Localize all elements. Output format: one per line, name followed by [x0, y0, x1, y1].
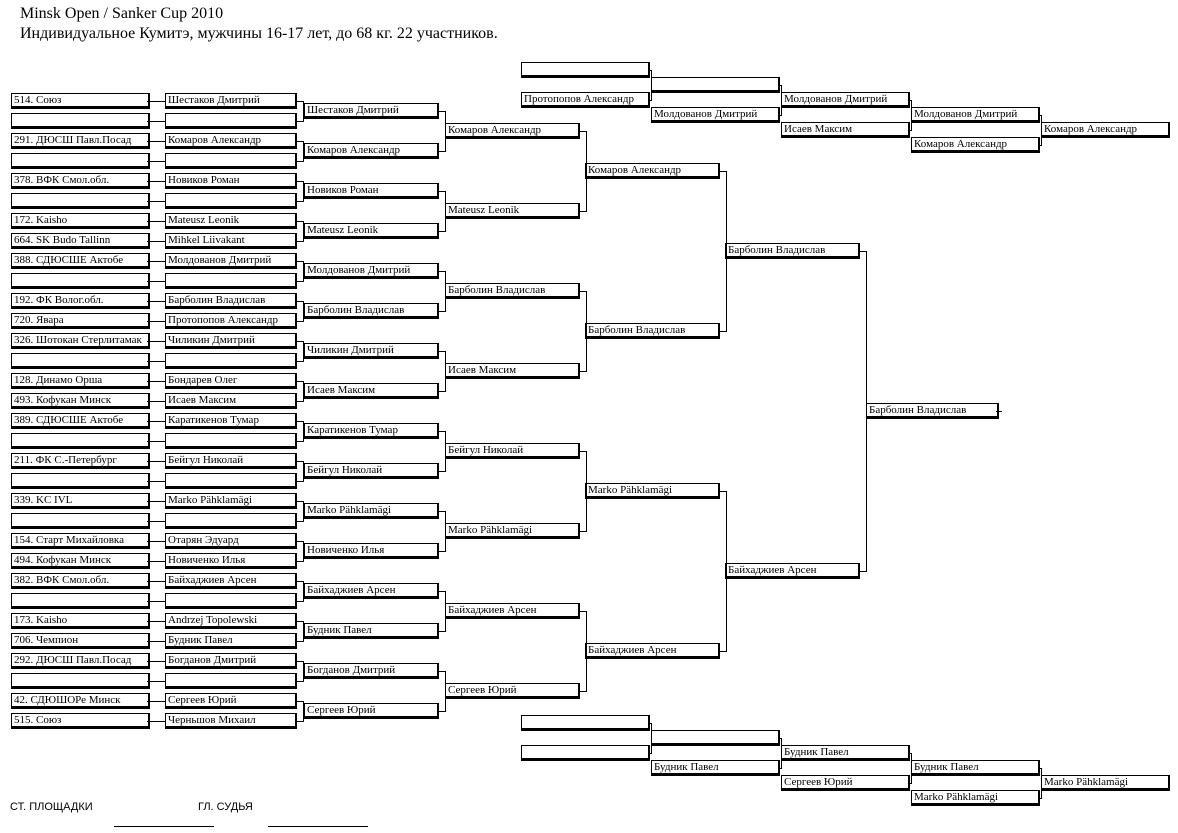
- site-chief-signature-line: [114, 826, 214, 827]
- round1-entry[interactable]: Mateusz Leonik: [304, 223, 439, 239]
- club-entry[interactable]: 378. ВФК Смол.обл.: [11, 173, 150, 189]
- club-connector-line: [147, 621, 165, 622]
- competitor-entry[interactable]: Протопопов Александр: [165, 313, 297, 329]
- club-entry[interactable]: [11, 433, 150, 449]
- club-connector-line: [147, 661, 165, 662]
- round1-entry[interactable]: Комаров Александр: [304, 143, 439, 159]
- round1-entry[interactable]: Богданов Дмитрий: [304, 663, 439, 679]
- round3-entry[interactable]: Барболин Владислав: [585, 323, 720, 339]
- competitor-entry[interactable]: Каратикенов Тумар: [165, 413, 297, 429]
- club-connector-line: [147, 121, 165, 122]
- round2-entry[interactable]: Байхаджиев Арсен: [445, 603, 580, 619]
- repechage-r2-entry[interactable]: [651, 77, 780, 93]
- page-title: Minsk Open / Sanker Cup 2010: [20, 5, 224, 22]
- club-connector-line: [147, 101, 165, 102]
- club-connector-line: [147, 321, 165, 322]
- competitor-entry[interactable]: Барболин Владислав: [165, 293, 297, 309]
- round1-entry[interactable]: Будник Павел: [304, 623, 439, 639]
- competitor-entry[interactable]: [165, 473, 297, 489]
- repechage-r4-entry[interactable]: Комаров Александр: [911, 137, 1040, 153]
- champion-entry[interactable]: Барболин Владислав: [866, 403, 999, 419]
- round1-entry[interactable]: Байхаджиев Арсен: [304, 583, 439, 599]
- repechage-connector: [781, 738, 782, 769]
- round4-entry[interactable]: Байхаджиев Арсен: [725, 563, 860, 579]
- competitor-entry[interactable]: [165, 673, 297, 689]
- repechage-connector: [911, 100, 912, 131]
- club-entry[interactable]: 664. SK Budo Tallinn: [11, 233, 150, 249]
- repechage-connector: [651, 723, 652, 754]
- club-connector-line: [147, 481, 165, 482]
- repechage-connector: [1041, 768, 1042, 799]
- club-entry[interactable]: [11, 473, 150, 489]
- club-connector-line: [147, 541, 165, 542]
- competitor-entry[interactable]: [165, 273, 297, 289]
- club-entry[interactable]: 388. СДЮСШЕ Актобе: [11, 253, 150, 269]
- repechage-r2-entry[interactable]: [651, 730, 780, 746]
- club-entry[interactable]: 493. Кофукан Минск: [11, 393, 150, 409]
- repechage-winner-entry[interactable]: Marko Pähklamägi: [1041, 775, 1170, 791]
- club-connector-line: [147, 181, 165, 182]
- repechage-r1-entry[interactable]: Протопопов Александр: [521, 92, 650, 108]
- competitor-entry[interactable]: [165, 433, 297, 449]
- competitor-entry[interactable]: Чиликин Дмитрий: [165, 333, 297, 349]
- round3-entry[interactable]: Marko Pähklamägi: [585, 483, 720, 499]
- competitor-entry[interactable]: [165, 153, 297, 169]
- round1-entry[interactable]: Новиков Роман: [304, 183, 439, 199]
- club-entry[interactable]: [11, 513, 150, 529]
- round2-entry[interactable]: Исаев Максим: [445, 363, 580, 379]
- club-connector-line: [147, 501, 165, 502]
- round2-entry[interactable]: Барболин Владислав: [445, 283, 580, 299]
- competitor-entry[interactable]: Байхаджиев Арсен: [165, 573, 297, 589]
- club-connector-line: [147, 401, 165, 402]
- competitor-entry[interactable]: [165, 193, 297, 209]
- repechage-connector: [651, 70, 652, 101]
- competitor-entry[interactable]: Шестаков Дмитрий: [165, 93, 297, 109]
- chief-judge-signature-line: [268, 826, 368, 827]
- competitor-entry[interactable]: Комаров Александр: [165, 133, 297, 149]
- club-entry[interactable]: 326. Шотокан Стерлитамак: [11, 333, 150, 349]
- round2-entry[interactable]: Mateusz Leonik: [445, 203, 580, 219]
- club-entry[interactable]: 128. Динамо Орша: [11, 373, 150, 389]
- repechage-r1-entry[interactable]: [521, 62, 650, 78]
- repechage-r4-entry[interactable]: Будник Павел: [911, 760, 1040, 776]
- repechage-r2-entry[interactable]: Молдованов Дмитрий: [651, 107, 780, 123]
- club-entry[interactable]: 42. СДЮШОРе Минск: [11, 693, 150, 709]
- club-entry[interactable]: 292. ДЮСШ Павл.Посад: [11, 653, 150, 669]
- competitor-entry[interactable]: Marko Pähklamägi: [165, 493, 297, 509]
- repechage-r3-entry[interactable]: Сергеев Юрий: [781, 775, 910, 791]
- club-connector-line: [147, 701, 165, 702]
- club-connector-line: [147, 681, 165, 682]
- round2-entry[interactable]: Комаров Александр: [445, 123, 580, 139]
- club-entry[interactable]: [11, 593, 150, 609]
- club-entry[interactable]: 339. KC IVL: [11, 493, 150, 509]
- club-entry[interactable]: [11, 113, 150, 129]
- competitor-entry[interactable]: Andrzej Topolewski: [165, 613, 297, 629]
- club-connector-line: [147, 441, 165, 442]
- competitor-entry[interactable]: [165, 513, 297, 529]
- competitor-entry[interactable]: Новиченко Илья: [165, 553, 297, 569]
- club-entry[interactable]: 173. Kaisho: [11, 613, 150, 629]
- competitor-entry[interactable]: [165, 113, 297, 129]
- round2-entry[interactable]: Бейгул Николай: [445, 443, 580, 459]
- club-entry[interactable]: [11, 673, 150, 689]
- round1-entry[interactable]: Сергеев Юрий: [304, 703, 439, 719]
- round2-entry[interactable]: Marko Pähklamägi: [445, 523, 580, 539]
- club-connector-line: [147, 641, 165, 642]
- round1-entry[interactable]: Шестаков Дмитрий: [304, 103, 439, 119]
- repechage-r2-entry[interactable]: Будник Павел: [651, 760, 780, 776]
- club-entry[interactable]: 706. Чемпион: [11, 633, 150, 649]
- round1-entry[interactable]: Marko Pähklamägi: [304, 503, 439, 519]
- round1-entry[interactable]: Исаев Максим: [304, 383, 439, 399]
- repechage-connector: [781, 85, 782, 116]
- competitor-entry[interactable]: Отарян Эдуард: [165, 533, 297, 549]
- club-entry[interactable]: 382. ВФК Смол.обл.: [11, 573, 150, 589]
- round3-entry[interactable]: Комаров Александр: [585, 163, 720, 179]
- competitor-entry[interactable]: Черньшов Михаил: [165, 713, 297, 729]
- club-connector-line: [147, 221, 165, 222]
- repechage-connector: [911, 753, 912, 784]
- competitor-entry[interactable]: Исаев Максим: [165, 393, 297, 409]
- repechage-r4-entry[interactable]: Молдованов Дмитрий: [911, 107, 1040, 123]
- round4-entry[interactable]: Барболин Владислав: [725, 243, 860, 259]
- competitor-entry[interactable]: Бондарев Олег: [165, 373, 297, 389]
- club-connector-line: [147, 601, 165, 602]
- club-connector-line: [147, 521, 165, 522]
- competitor-entry[interactable]: Mateusz Leonik: [165, 213, 297, 229]
- club-entry[interactable]: 494. Кофукан Минск: [11, 553, 150, 569]
- club-connector-line: [147, 241, 165, 242]
- competitor-entry[interactable]: Новиков Роман: [165, 173, 297, 189]
- repechage-r3-entry[interactable]: Молдованов Дмитрий: [781, 92, 910, 108]
- club-connector-line: [147, 561, 165, 562]
- club-entry[interactable]: 154. Старт Михайловка: [11, 533, 150, 549]
- club-entry[interactable]: 389. СДЮСШЕ Актобе: [11, 413, 150, 429]
- round1-entry[interactable]: Новиченко Илья: [304, 543, 439, 559]
- round3-entry[interactable]: Байхаджиев Арсен: [585, 643, 720, 659]
- club-connector-line: [147, 721, 165, 722]
- club-entry[interactable]: [11, 273, 150, 289]
- club-entry[interactable]: [11, 153, 150, 169]
- club-entry[interactable]: 192. ФК Волог.обл.: [11, 293, 150, 309]
- club-connector-line: [147, 161, 165, 162]
- repechage-r4-entry[interactable]: Marko Pähklamägi: [911, 790, 1040, 806]
- round1-entry[interactable]: Барболин Владислав: [304, 303, 439, 319]
- club-connector-line: [147, 421, 165, 422]
- repechage-r1-entry[interactable]: [521, 745, 650, 761]
- club-entry[interactable]: [11, 353, 150, 369]
- repechage-r3-entry[interactable]: Исаев Максим: [781, 122, 910, 138]
- repechage-r1-entry[interactable]: [521, 715, 650, 731]
- repechage-winner-entry[interactable]: Комаров Александр: [1041, 122, 1170, 138]
- competitor-entry[interactable]: Бейгул Николай: [165, 453, 297, 469]
- club-connector-line: [147, 141, 165, 142]
- club-connector-line: [147, 281, 165, 282]
- club-entry[interactable]: [11, 193, 150, 209]
- club-connector-line: [147, 381, 165, 382]
- club-connector-line: [147, 461, 165, 462]
- competitor-entry[interactable]: [165, 593, 297, 609]
- round1-entry[interactable]: Молдованов Дмитрий: [304, 263, 439, 279]
- club-entry[interactable]: 291. ДЮСШ Павл.Посад: [11, 133, 150, 149]
- repechage-connector: [1041, 115, 1042, 146]
- round1-entry[interactable]: Каратикенов Тумар: [304, 423, 439, 439]
- club-connector-line: [147, 261, 165, 262]
- chief-judge-label: ГЛ. СУДЬЯ: [198, 801, 253, 813]
- club-connector-line: [147, 301, 165, 302]
- club-entry[interactable]: 172. Kaisho: [11, 213, 150, 229]
- club-connector-line: [147, 341, 165, 342]
- round2-entry[interactable]: Сергеев Юрий: [445, 683, 580, 699]
- page-subtitle: Индивидуальное Кумитэ, мужчины 16-17 лет, до 68 кг. 22 участников.: [20, 25, 498, 42]
- club-entry[interactable]: 515. Союз: [11, 713, 150, 729]
- club-entry[interactable]: 720. Явара: [11, 313, 150, 329]
- site-chief-label: СТ. ПЛОЩАДКИ: [10, 801, 93, 813]
- club-entry[interactable]: 514. Союз: [11, 93, 150, 109]
- repechage-r3-entry[interactable]: Будник Павел: [781, 745, 910, 761]
- club-connector-line: [147, 581, 165, 582]
- competitor-entry[interactable]: Будник Павел: [165, 633, 297, 649]
- competitor-entry[interactable]: Молдованов Дмитрий: [165, 253, 297, 269]
- competitor-entry[interactable]: Богданов Дмитрий: [165, 653, 297, 669]
- round1-entry[interactable]: Чиликин Дмитрий: [304, 343, 439, 359]
- competitor-entry[interactable]: [165, 353, 297, 369]
- competitor-entry[interactable]: Сергеев Юрий: [165, 693, 297, 709]
- round1-entry[interactable]: Бейгул Николай: [304, 463, 439, 479]
- competitor-entry[interactable]: Mihkel Liivakant: [165, 233, 297, 249]
- champion-tail-line: [996, 411, 1002, 412]
- club-connector-line: [147, 361, 165, 362]
- club-entry[interactable]: 211. ФК С.-Петербург: [11, 453, 150, 469]
- club-connector-line: [147, 201, 165, 202]
